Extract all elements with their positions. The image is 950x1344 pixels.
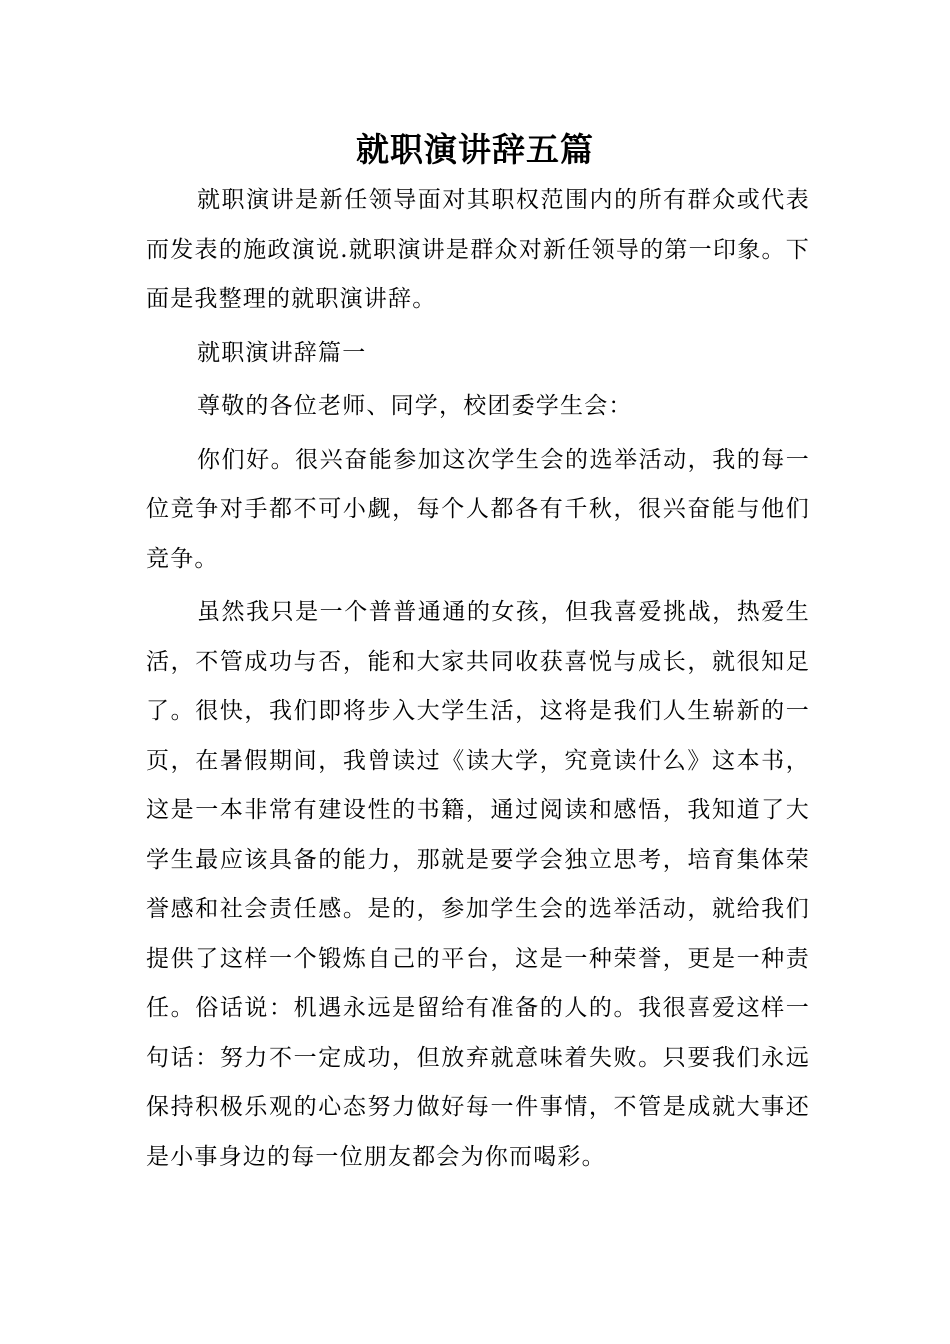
- salutation: 尊敬的各位老师、同学，校团委学生会：: [197, 393, 633, 419]
- body-paragraph: 你们好。很兴奋能参加这次学生会的选举活动，我的每一位竞争对手都不可小觑，每个人都各有千秋，很兴奋能与他们竞争。: [146, 446, 810, 572]
- intro-paragraph: 就职演讲是新任领导面对其职权范围内的所有群众或代表而发表的施政演说.就职演讲是群众对新任领导的第一印象。下面是我整理的就职演讲辞。: [146, 187, 810, 312]
- section-heading: 就职演讲辞篇一: [197, 339, 367, 366]
- document-body: [146, 176, 810, 1182]
- document-title: 就职演讲辞五篇: [356, 130, 594, 169]
- body-paragraph: 虽然我只是一个普普通通的女孩，但我喜爱挑战，热爱生活，不管成功与否，能和大家共同收获喜悦与成长，就很知足了。很快，我们即将步入大学生活，这将是我们人生崭新的一页，在暑假期间，我曾读过《读大学，究竟读什么》这本书，这是一本非常有建设性的书籍，通过阅读和感悟，我知道了大学生最应该具备的能力，那就是要学会独立思考，培育集体荣誉感和社会责任感。是的，参加学生会的选举活动，就给我们提供了这样一个锻炼自己的平台，这是一种荣誉，更是一种责任。俗话说：机遇永远是留给有准备的人的。我很喜爱这样一句话：努力不一定成功，但放弃就意味着失败。只要我们永远保持积极乐观的心态努力做好每一件事情，不管是成就大事还是小事身边的每一位朋友都会为你而喝彩。: [146, 599, 810, 1170]
